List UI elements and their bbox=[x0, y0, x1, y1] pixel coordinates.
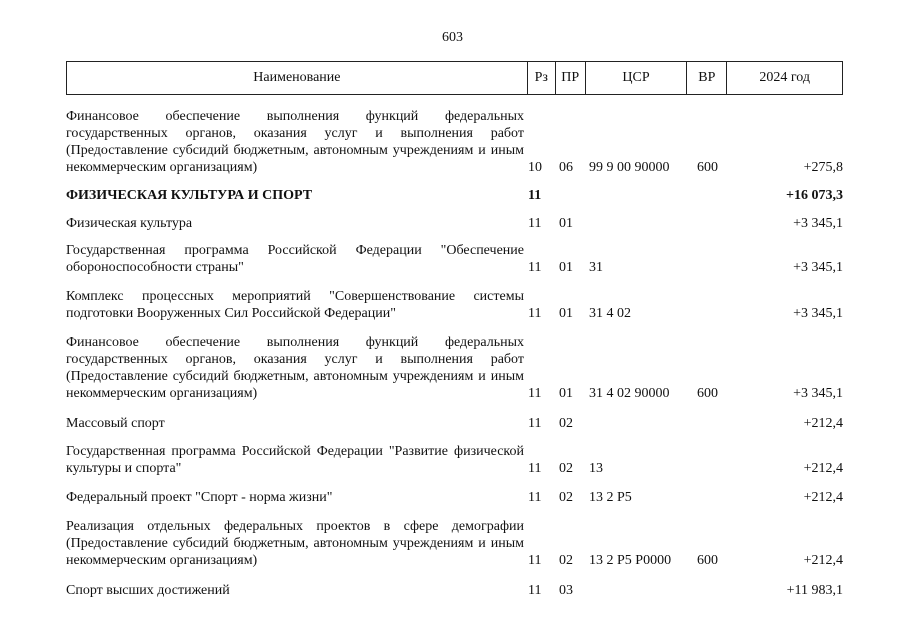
header-vr: ВР bbox=[686, 62, 726, 94]
table-header bbox=[66, 61, 843, 95]
row-rz: 11 bbox=[528, 188, 542, 203]
row-vr: 600 bbox=[697, 160, 718, 175]
row-name: Спорт высших достижений bbox=[66, 583, 230, 598]
row-rz: 11 bbox=[528, 260, 542, 275]
header-csr: ЦСР bbox=[585, 62, 687, 94]
row-name: Массовый спорт bbox=[66, 416, 165, 431]
row-rz: 10 bbox=[528, 160, 542, 175]
row-csr: 31 4 02 bbox=[589, 306, 631, 321]
row-vr: 600 bbox=[697, 386, 718, 401]
row-csr: 13 2 Р5 Р0000 bbox=[589, 553, 672, 568]
row-vr: 600 bbox=[697, 553, 718, 568]
header-year: 2024 год bbox=[726, 62, 842, 94]
row-pr: 01 bbox=[559, 306, 573, 321]
row-name: Государственная программа Российской Федерации "Развитие физической культуры и спорта" bbox=[66, 444, 524, 476]
row-name: Финансовое обеспечение выполнения функций федеральных государственных органов, оказания услуг и выполнения работ (Предоставление субсидий бюджетным, автономным учреждениям и иным некоммерческим организациям) bbox=[66, 335, 524, 401]
row-pr: 02 bbox=[559, 461, 573, 476]
row-rz: 11 bbox=[528, 461, 542, 476]
row-value: +16 073,3 bbox=[786, 188, 843, 203]
row-pr: 01 bbox=[559, 386, 573, 401]
row-pr: 06 bbox=[559, 160, 573, 175]
row-rz: 11 bbox=[528, 583, 542, 598]
row-rz: 11 bbox=[528, 490, 542, 505]
row-name: Федеральный проект "Спорт - норма жизни" bbox=[66, 490, 333, 505]
row-pr: 02 bbox=[559, 553, 573, 568]
row-value: +3 345,1 bbox=[793, 260, 843, 275]
row-csr: 31 4 02 90000 bbox=[589, 386, 670, 401]
row-rz: 11 bbox=[528, 553, 542, 568]
row-rz: 11 bbox=[528, 386, 542, 401]
row-csr: 99 9 00 90000 bbox=[589, 160, 670, 175]
page-number: 603 bbox=[442, 30, 463, 45]
row-name: ФИЗИЧЕСКАЯ КУЛЬТУРА И СПОРТ bbox=[66, 188, 313, 203]
row-value: +212,4 bbox=[803, 490, 843, 505]
row-value: +3 345,1 bbox=[793, 216, 843, 231]
header-pr: ПР bbox=[555, 62, 585, 94]
row-value: +3 345,1 bbox=[793, 386, 843, 401]
header-name: Наименование bbox=[253, 70, 341, 85]
row-csr: 31 bbox=[589, 260, 603, 275]
row-name: Физическая культура bbox=[66, 216, 193, 231]
row-rz: 11 bbox=[528, 416, 542, 431]
row-value: +275,8 bbox=[803, 160, 843, 175]
row-pr: 02 bbox=[559, 490, 573, 505]
row-value: +11 983,1 bbox=[786, 583, 843, 598]
row-name: Финансовое обеспечение выполнения функций федеральных государственных органов, оказания услуг и выполнения работ (Предоставление субсидий бюджетным, автономным учреждениям и иным некоммерческим организациям) bbox=[66, 109, 524, 175]
row-name: Комплекс процессных мероприятий "Совершенствование системы подготовки Вооруженных Сил Российской Федерации" bbox=[66, 289, 524, 321]
row-csr: 13 bbox=[589, 461, 603, 476]
row-pr: 01 bbox=[559, 216, 573, 231]
header-rz: Рз bbox=[527, 62, 555, 94]
row-name: Реализация отдельных федеральных проектов в сфере демографии (Предоставление субсидий бюджетным, автономным учреждениям и иным некоммерческим организациям) bbox=[66, 519, 524, 568]
row-pr: 01 bbox=[559, 260, 573, 275]
row-rz: 11 bbox=[528, 306, 542, 321]
row-value: +212,4 bbox=[803, 416, 843, 431]
row-pr: 02 bbox=[559, 416, 573, 431]
row-value: +212,4 bbox=[803, 461, 843, 476]
row-value: +3 345,1 bbox=[793, 306, 843, 321]
row-csr: 13 2 Р5 bbox=[589, 490, 632, 505]
row-rz: 11 bbox=[528, 216, 542, 231]
row-value: +212,4 bbox=[803, 553, 843, 568]
row-pr: 03 bbox=[559, 583, 573, 598]
row-name: Государственная программа Российской Федерации "Обеспечение обороноспособности страны" bbox=[66, 243, 524, 275]
